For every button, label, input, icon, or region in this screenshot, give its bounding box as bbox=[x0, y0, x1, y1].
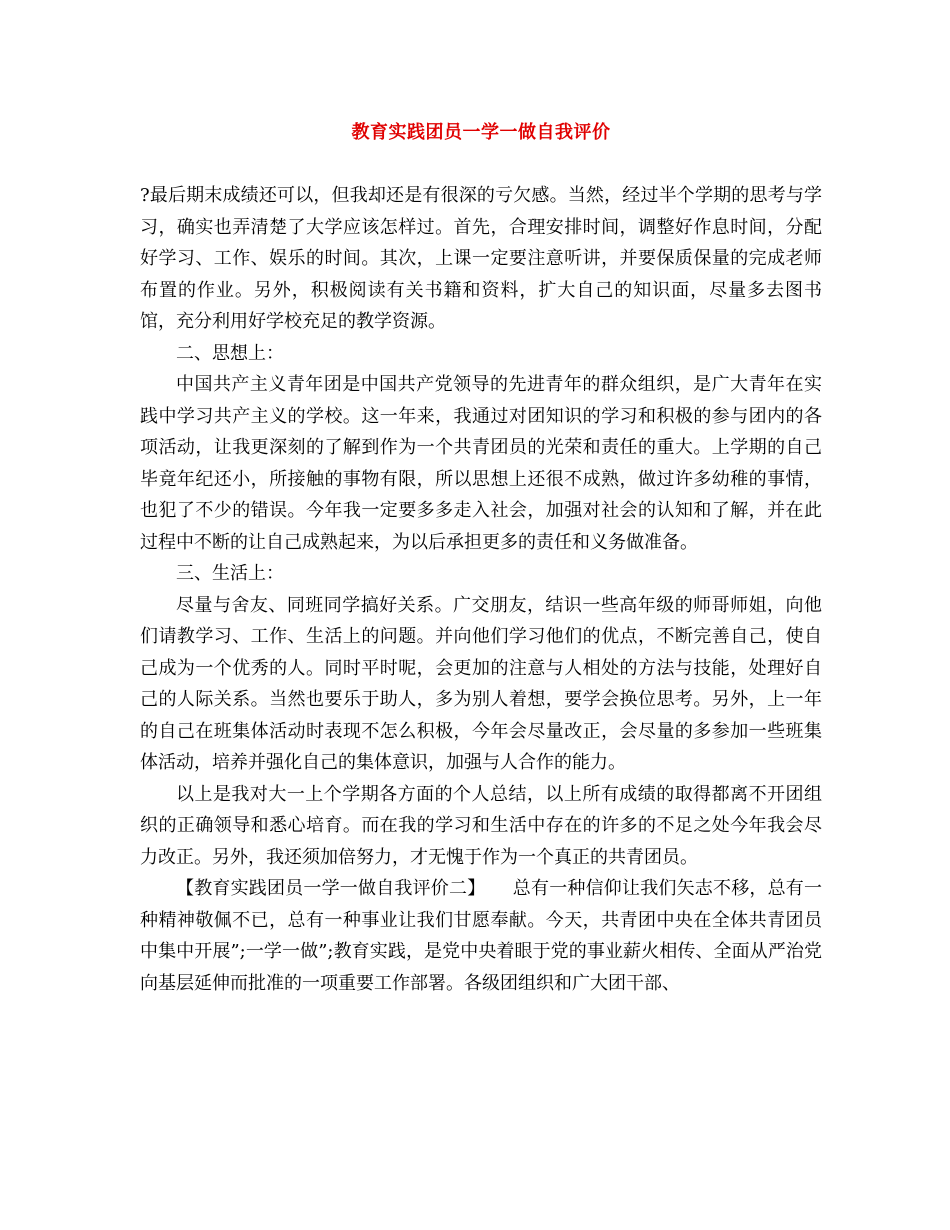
paragraph-intro: ?最后期末成绩还可以，但我却还是有很深的亏欠感。当然，经过半个学期的思考与学习，确实也弄清楚了大学应该怎样过。首先，合理安排时间，调整好作息时间，分配好学习、工作、娱乐的时间。其次，上课一定要注意听讲，并要保质保量的完成老师布置的作业。另外，积极阅读有关书籍和资料，扩大自己的知识面，尽量多去图书馆，充分利用好学校充足的教学资源。 bbox=[140, 185, 822, 332]
section-heading-thought: 二、思想上： bbox=[176, 342, 284, 364]
section-heading-life: 三、生活上： bbox=[176, 563, 284, 584]
paragraph-part-two: 【教育实践团员一学一做自我评价二】 总有一种信仰让我们矢志不移，总有一种精神敬佩不已，总有一种事业让我们甘愿奉献。今天，共青团中央在全体共青团员中集中开展”;一学一做”;教育实践，是党中央着眼于党的事业薪火相传、全面从严治党向基层延伸而批准的一项重要工作部署。各级团组织和广大团干部、 bbox=[140, 878, 822, 994]
paragraph-life: 尽量与舍友、同班同学搞好关系。广交朋友，结识一些高年级的师哥师姐，向他们请教学习、工作、生活上的问题。并向他们学习他们的优点，不断完善自己，使自己成为一个优秀的人。同时平时呢，会更加的注意与人相处的方法与技能，处理好自己的人际关系。当然也要乐于助人，多为别人着想，要学会换位思考。另外，上一年的自己在班集体活动时表现不怎么积极，今年会尽量改正，会尽量的多参加一些班集体活动，培养并强化自己的集体意识，加强与人合作的能力。 bbox=[140, 594, 822, 773]
paragraph-thought: 中国共产主义青年团是中国共产党领导的先进青年的群众组织，是广大青年在实践中学习共产主义的学校。这一年来，我通过对团知识的学习和积极的参与团内的各项活动，让我更深刻的了解到作为一个共青团员的光荣和责任的重大。上学期的自己毕竟年纪还小，所接触的事物有限，所以思想上还很不成熟，做过许多幼稚的事情，也犯了不少的错误。今年我一定要多多走入社会，加强对社会的认知和了解，并在此过程中不断的让自己成熟起来，为以后承担更多的责任和义务做准备。 bbox=[140, 374, 822, 553]
document-title: 教育实践团员一学一做自我评价 bbox=[351, 122, 611, 143]
paragraph-summary: 以上是我对大一上个学期各方面的个人总结，以上所有成绩的取得都离不开团组织的正确领导和悉心培育。而在我的学习和生活中存在的许多的不足之处今年我会尽力改正。另外，我还须加倍努力，才无愧于作为一个真正的共青团员。 bbox=[140, 783, 822, 868]
document-page bbox=[140, 118, 822, 999]
